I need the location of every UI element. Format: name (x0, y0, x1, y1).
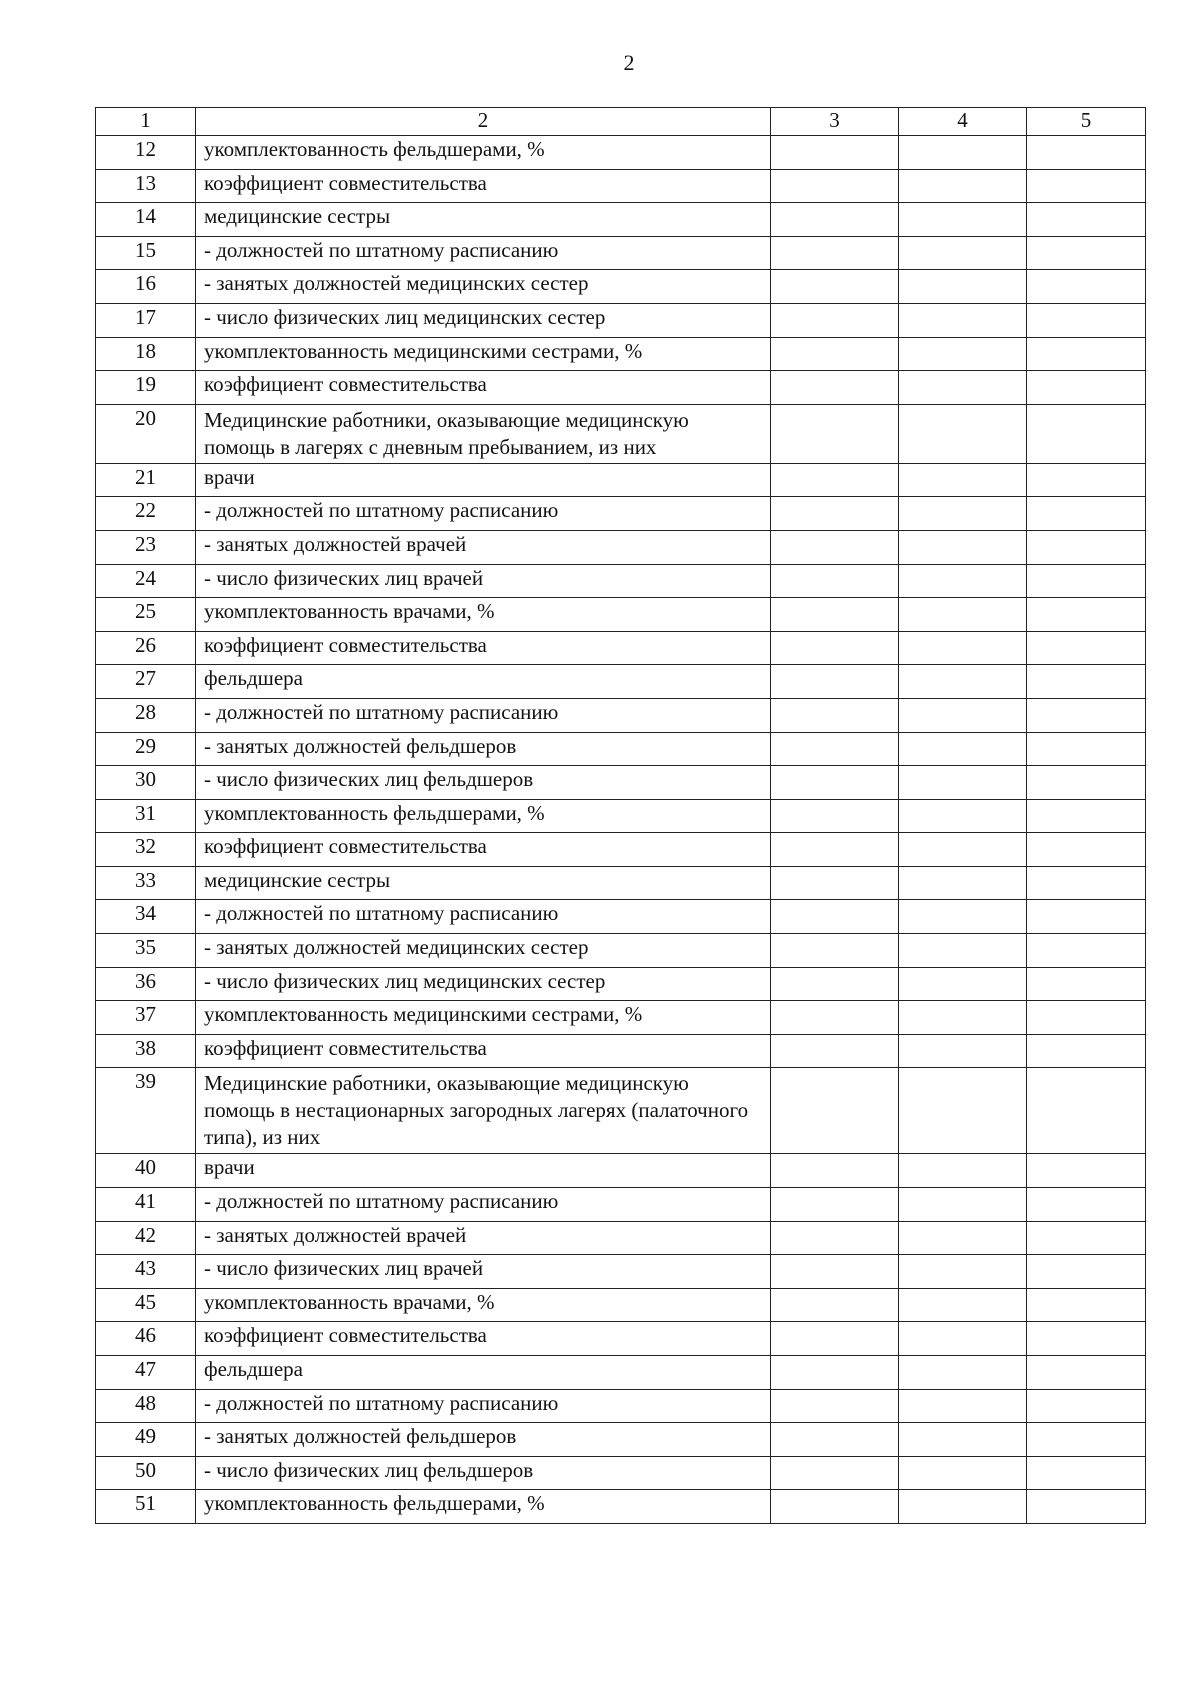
row-number: 34 (96, 900, 196, 934)
table-row (96, 564, 1146, 598)
table-row (96, 665, 1146, 699)
row-number: 41 (96, 1188, 196, 1222)
row-number: 22 (96, 497, 196, 531)
row-label: Медицинские работники, оказывающие медицинскую помощь в нестационарных загородных лагерях (палаточного типа), из них (196, 1068, 771, 1154)
page-number: 2 (623, 50, 635, 75)
table-row (96, 404, 1146, 463)
empty-cell-col4 (899, 1490, 1027, 1524)
row-label: коэффициент совместительства (196, 169, 771, 203)
table-row (96, 833, 1146, 867)
empty-cell-col3 (771, 766, 899, 800)
empty-cell-col3 (771, 270, 899, 304)
row-label: - занятых должностей фельдшеров (196, 1423, 771, 1457)
table-row (96, 530, 1146, 564)
empty-cell-col4 (899, 665, 1027, 699)
table-row (96, 1356, 1146, 1390)
row-number: 25 (96, 598, 196, 632)
table-row (96, 799, 1146, 833)
empty-cell-col3 (771, 1154, 899, 1188)
row-number: 49 (96, 1423, 196, 1457)
row-label: - число физических лиц медицинских сестер (196, 303, 771, 337)
table-row (96, 1456, 1146, 1490)
empty-cell-col5 (1027, 799, 1146, 833)
empty-cell-col5 (1027, 866, 1146, 900)
table-row (96, 1490, 1146, 1524)
empty-cell-col3 (771, 404, 899, 463)
empty-cell-col4 (899, 1188, 1027, 1222)
empty-cell-col3 (771, 665, 899, 699)
empty-cell-col3 (771, 900, 899, 934)
empty-cell-col3 (771, 1001, 899, 1035)
table-row (96, 371, 1146, 405)
table-row (96, 1154, 1146, 1188)
empty-cell-col5 (1027, 497, 1146, 531)
empty-cell-col4 (899, 766, 1027, 800)
empty-cell-col3 (771, 732, 899, 766)
empty-cell-col3 (771, 1034, 899, 1068)
row-number: 31 (96, 799, 196, 833)
empty-cell-col4 (899, 1255, 1027, 1289)
empty-cell-col5 (1027, 303, 1146, 337)
row-label: - должностей по штатному расписанию (196, 1389, 771, 1423)
table-row (96, 1188, 1146, 1222)
empty-cell-col4 (899, 1456, 1027, 1490)
empty-cell-col4 (899, 371, 1027, 405)
row-number: 20 (96, 404, 196, 463)
empty-cell-col4 (899, 270, 1027, 304)
empty-cell-col5 (1027, 169, 1146, 203)
row-number: 35 (96, 934, 196, 968)
empty-cell-col3 (771, 799, 899, 833)
empty-cell-col5 (1027, 1389, 1146, 1423)
empty-cell-col5 (1027, 934, 1146, 968)
row-label: фельдшера (196, 1356, 771, 1390)
row-label: - число физических лиц врачей (196, 564, 771, 598)
row-label: медицинские сестры (196, 866, 771, 900)
empty-cell-col5 (1027, 1188, 1146, 1222)
empty-cell-col3 (771, 497, 899, 531)
empty-cell-col3 (771, 337, 899, 371)
row-label: - занятых должностей медицинских сестер (196, 934, 771, 968)
empty-cell-col3 (771, 1221, 899, 1255)
empty-cell-col5 (1027, 598, 1146, 632)
empty-cell-col3 (771, 1389, 899, 1423)
table-row (96, 136, 1146, 170)
empty-cell-col5 (1027, 1288, 1146, 1322)
table-row (96, 934, 1146, 968)
empty-cell-col3 (771, 564, 899, 598)
empty-cell-col4 (899, 1001, 1027, 1035)
row-label: - число физических лиц врачей (196, 1255, 771, 1289)
empty-cell-col3 (771, 631, 899, 665)
empty-cell-col5 (1027, 1456, 1146, 1490)
row-label: коэффициент совместительства (196, 1034, 771, 1068)
row-label: - число физических лиц фельдшеров (196, 1456, 771, 1490)
table-header-row (96, 108, 1146, 136)
empty-cell-col4 (899, 1288, 1027, 1322)
row-number: 17 (96, 303, 196, 337)
row-number: 30 (96, 766, 196, 800)
column-header: 1 (96, 108, 196, 136)
empty-cell-col5 (1027, 530, 1146, 564)
empty-cell-col3 (771, 833, 899, 867)
empty-cell-col3 (771, 866, 899, 900)
row-number: 39 (96, 1068, 196, 1154)
empty-cell-col5 (1027, 1068, 1146, 1154)
staffing-table (95, 107, 1146, 1524)
row-number: 13 (96, 169, 196, 203)
table-row (96, 1068, 1146, 1154)
table-row (96, 463, 1146, 497)
table-row (96, 766, 1146, 800)
empty-cell-col5 (1027, 337, 1146, 371)
column-header: 5 (1027, 108, 1146, 136)
row-label: - должностей по штатному расписанию (196, 900, 771, 934)
table-body (96, 108, 1146, 1524)
row-label: укомплектованность врачами, % (196, 598, 771, 632)
empty-cell-col5 (1027, 270, 1146, 304)
empty-cell-col3 (771, 236, 899, 270)
row-label: коэффициент совместительства (196, 833, 771, 867)
row-label: фельдшера (196, 665, 771, 699)
row-number: 38 (96, 1034, 196, 1068)
empty-cell-col5 (1027, 1255, 1146, 1289)
table-row (96, 203, 1146, 237)
empty-cell-col3 (771, 1255, 899, 1289)
empty-cell-col4 (899, 1221, 1027, 1255)
empty-cell-col5 (1027, 1034, 1146, 1068)
row-number: 42 (96, 1221, 196, 1255)
row-number: 46 (96, 1322, 196, 1356)
column-header: 4 (899, 108, 1027, 136)
row-label: укомплектованность медицинскими сестрами, % (196, 1001, 771, 1035)
row-number: 50 (96, 1456, 196, 1490)
empty-cell-col5 (1027, 463, 1146, 497)
empty-cell-col4 (899, 900, 1027, 934)
row-label: - число физических лиц медицинских сестер (196, 967, 771, 1001)
empty-cell-col5 (1027, 665, 1146, 699)
empty-cell-col3 (771, 967, 899, 1001)
row-number: 37 (96, 1001, 196, 1035)
empty-cell-col3 (771, 598, 899, 632)
row-number: 28 (96, 698, 196, 732)
empty-cell-col5 (1027, 1001, 1146, 1035)
table-row (96, 1221, 1146, 1255)
table-row (96, 236, 1146, 270)
empty-cell-col5 (1027, 236, 1146, 270)
empty-cell-col4 (899, 1154, 1027, 1188)
empty-cell-col4 (899, 564, 1027, 598)
empty-cell-col3 (771, 1288, 899, 1322)
empty-cell-col3 (771, 1322, 899, 1356)
table-row (96, 1322, 1146, 1356)
row-number: 51 (96, 1490, 196, 1524)
table-row (96, 598, 1146, 632)
empty-cell-col3 (771, 303, 899, 337)
table-row (96, 1423, 1146, 1457)
row-number: 45 (96, 1288, 196, 1322)
row-number: 36 (96, 967, 196, 1001)
empty-cell-col4 (899, 934, 1027, 968)
row-number: 43 (96, 1255, 196, 1289)
empty-cell-col4 (899, 732, 1027, 766)
row-number: 29 (96, 732, 196, 766)
row-number: 33 (96, 866, 196, 900)
row-number: 26 (96, 631, 196, 665)
empty-cell-col4 (899, 1356, 1027, 1390)
empty-cell-col3 (771, 371, 899, 405)
table-row (96, 1389, 1146, 1423)
empty-cell-col4 (899, 497, 1027, 531)
row-label: - должностей по штатному расписанию (196, 698, 771, 732)
row-label: медицинские сестры (196, 203, 771, 237)
empty-cell-col5 (1027, 900, 1146, 934)
empty-cell-col5 (1027, 1423, 1146, 1457)
row-number: 16 (96, 270, 196, 304)
row-label: - число физических лиц фельдшеров (196, 766, 771, 800)
row-label: коэффициент совместительства (196, 631, 771, 665)
empty-cell-col5 (1027, 1154, 1146, 1188)
table-row (96, 1001, 1146, 1035)
table-row (96, 1255, 1146, 1289)
table-row (96, 303, 1146, 337)
empty-cell-col4 (899, 203, 1027, 237)
empty-cell-col3 (771, 1490, 899, 1524)
empty-cell-col5 (1027, 1490, 1146, 1524)
row-label: врачи (196, 463, 771, 497)
empty-cell-col3 (771, 1423, 899, 1457)
row-label: - занятых должностей врачей (196, 1221, 771, 1255)
row-label: укомплектованность медицинскими сестрами, % (196, 337, 771, 371)
column-header: 2 (196, 108, 771, 136)
row-label: - занятых должностей медицинских сестер (196, 270, 771, 304)
empty-cell-col4 (899, 303, 1027, 337)
empty-cell-col4 (899, 463, 1027, 497)
empty-cell-col3 (771, 1356, 899, 1390)
empty-cell-col5 (1027, 698, 1146, 732)
row-label: укомплектованность фельдшерами, % (196, 136, 771, 170)
empty-cell-col5 (1027, 631, 1146, 665)
table-row (96, 967, 1146, 1001)
table-row (96, 169, 1146, 203)
empty-cell-col4 (899, 833, 1027, 867)
empty-cell-col5 (1027, 766, 1146, 800)
empty-cell-col4 (899, 136, 1027, 170)
row-number: 19 (96, 371, 196, 405)
empty-cell-col4 (899, 698, 1027, 732)
empty-cell-col5 (1027, 1322, 1146, 1356)
table-row (96, 270, 1146, 304)
row-label: коэффициент совместительства (196, 371, 771, 405)
row-label: укомплектованность врачами, % (196, 1288, 771, 1322)
empty-cell-col5 (1027, 564, 1146, 598)
table-row (96, 337, 1146, 371)
empty-cell-col3 (771, 169, 899, 203)
empty-cell-col4 (899, 404, 1027, 463)
empty-cell-col4 (899, 967, 1027, 1001)
empty-cell-col4 (899, 1423, 1027, 1457)
empty-cell-col5 (1027, 1356, 1146, 1390)
empty-cell-col5 (1027, 404, 1146, 463)
row-label: - должностей по штатному расписанию (196, 497, 771, 531)
table-row (96, 1034, 1146, 1068)
row-number: 27 (96, 665, 196, 699)
row-label: укомплектованность фельдшерами, % (196, 799, 771, 833)
empty-cell-col3 (771, 698, 899, 732)
table-row (96, 497, 1146, 531)
empty-cell-col4 (899, 1322, 1027, 1356)
empty-cell-col5 (1027, 732, 1146, 766)
row-number: 24 (96, 564, 196, 598)
empty-cell-col3 (771, 203, 899, 237)
row-number: 15 (96, 236, 196, 270)
row-number: 12 (96, 136, 196, 170)
empty-cell-col4 (899, 337, 1027, 371)
empty-cell-col4 (899, 236, 1027, 270)
row-number: 32 (96, 833, 196, 867)
row-label: коэффициент совместительства (196, 1322, 771, 1356)
row-label: врачи (196, 1154, 771, 1188)
table-row (96, 900, 1146, 934)
empty-cell-col4 (899, 1034, 1027, 1068)
empty-cell-col3 (771, 1188, 899, 1222)
row-label: Медицинские работники, оказывающие медицинскую помощь в лагерях с дневным пребыванием, из них (196, 404, 771, 463)
empty-cell-col4 (899, 1389, 1027, 1423)
row-number: 14 (96, 203, 196, 237)
table-row (96, 732, 1146, 766)
table-row (96, 1288, 1146, 1322)
row-number: 48 (96, 1389, 196, 1423)
empty-cell-col3 (771, 463, 899, 497)
row-number: 23 (96, 530, 196, 564)
table-row (96, 698, 1146, 732)
empty-cell-col5 (1027, 203, 1146, 237)
empty-cell-col3 (771, 530, 899, 564)
row-number: 21 (96, 463, 196, 497)
row-label: укомплектованность фельдшерами, % (196, 1490, 771, 1524)
row-label: - должностей по штатному расписанию (196, 236, 771, 270)
empty-cell-col4 (899, 799, 1027, 833)
empty-cell-col5 (1027, 833, 1146, 867)
column-header: 3 (771, 108, 899, 136)
row-label: - занятых должностей врачей (196, 530, 771, 564)
empty-cell-col4 (899, 530, 1027, 564)
empty-cell-col3 (771, 1068, 899, 1154)
row-label: - должностей по штатному расписанию (196, 1188, 771, 1222)
row-number: 47 (96, 1356, 196, 1390)
empty-cell-col5 (1027, 136, 1146, 170)
empty-cell-col4 (899, 169, 1027, 203)
row-label: - занятых должностей фельдшеров (196, 732, 771, 766)
empty-cell-col4 (899, 866, 1027, 900)
table-row (96, 631, 1146, 665)
empty-cell-col5 (1027, 1221, 1146, 1255)
empty-cell-col3 (771, 136, 899, 170)
table-row (96, 866, 1146, 900)
empty-cell-col4 (899, 1068, 1027, 1154)
row-number: 18 (96, 337, 196, 371)
empty-cell-col5 (1027, 371, 1146, 405)
row-number: 40 (96, 1154, 196, 1188)
empty-cell-col3 (771, 934, 899, 968)
empty-cell-col5 (1027, 967, 1146, 1001)
empty-cell-col4 (899, 598, 1027, 632)
empty-cell-col4 (899, 631, 1027, 665)
empty-cell-col3 (771, 1456, 899, 1490)
